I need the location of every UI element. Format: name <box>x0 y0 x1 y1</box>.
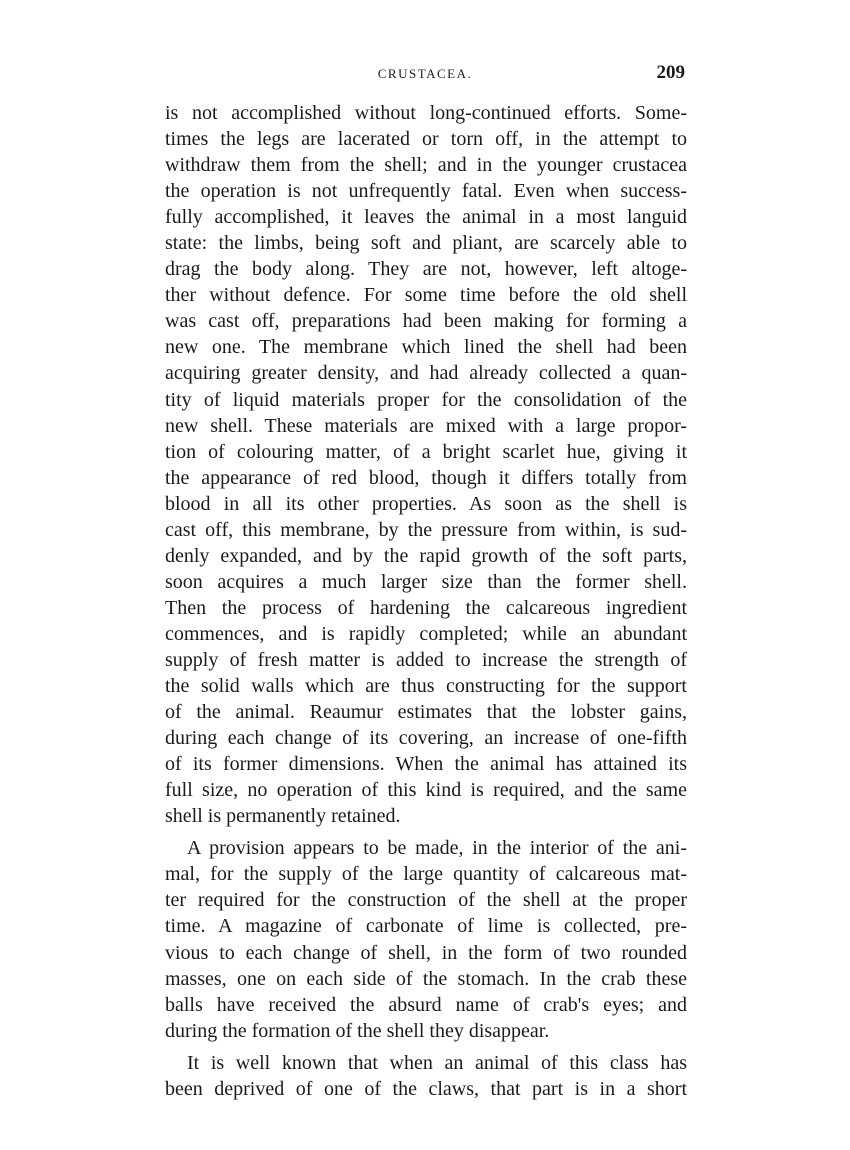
text-line: been deprived of one of the claws, that part is in a short <box>165 1077 687 1100</box>
text-line: state: the limbs, being soft and pliant, are scarcely able to <box>165 232 687 255</box>
text-line: during each change of its covering, an increase of one-fifth <box>165 727 687 750</box>
text-line: the appearance of red blood, though it differs totally from <box>165 466 687 489</box>
running-head <box>165 62 685 86</box>
text-line: mal, for the supply of the large quantity of calcareous mat- <box>165 863 687 886</box>
body-text <box>165 100 687 1102</box>
text-line: tion of colouring matter, of a bright scarlet hue, giving it <box>165 440 687 463</box>
text-line: cast off, this membrane, by the pressure from within, is sud- <box>165 518 687 541</box>
running-title: CRUSTACEA. <box>377 66 473 81</box>
text-line: It is well known that when an animal of this class has <box>187 1051 687 1074</box>
text-line: withdraw them from the shell; and in the younger crustacea <box>165 154 687 177</box>
text-line: full size, no operation of this kind is required, and the same <box>165 779 687 802</box>
text-line: is not accomplished without long-continued efforts. Some- <box>165 102 687 124</box>
text-line: soon acquires a much larger size than the former shell. <box>165 570 687 593</box>
text-line: times the legs are lacerated or torn off, in the attempt to <box>165 128 687 151</box>
text-line: of the animal. Reaumur estimates that the lobster gains, <box>165 701 687 724</box>
text-line: masses, one on each side of the stomach. In the crab these <box>165 967 687 990</box>
text-line: of its former dimensions. When the animal has attained its <box>165 753 687 776</box>
text-line: drag the body along. They are not, however, left altoge- <box>165 258 687 281</box>
text-line: A provision appears to be made, in the interior of the ani- <box>187 837 687 860</box>
text-line: new shell. These materials are mixed with a large propor- <box>165 414 687 437</box>
text-line: blood in all its other properties. As soon as the shell is <box>165 492 687 515</box>
text-line: vious to each change of shell, in the form of two rounded <box>165 941 687 964</box>
text-line: fully accomplished, it leaves the animal in a most languid <box>165 206 687 229</box>
text-line: commences, and is rapidly completed; while an abundant <box>165 622 687 645</box>
text-line: shell is permanently retained. <box>165 805 401 828</box>
text-line: tity of liquid materials proper for the consolidation of the <box>165 388 687 411</box>
text-line: new one. The membrane which lined the shell had been <box>165 336 687 359</box>
page-number: 209 <box>656 62 685 83</box>
text-line: ter required for the construction of the shell at the proper <box>165 889 687 912</box>
text-line: the operation is not unfrequently fatal. Even when success- <box>165 180 687 203</box>
text-line: balls have received the absurd name of crab's eyes; and <box>165 993 687 1016</box>
text-line: ther without defence. For some time before the old shell <box>165 284 687 307</box>
text-line: denly expanded, and by the rapid growth of the soft parts, <box>165 544 687 567</box>
text-line: was cast off, preparations had been making for forming a <box>165 310 687 333</box>
text-line: time. A magazine of carbonate of lime is collected, pre- <box>165 915 687 938</box>
paragraph <box>165 835 687 1043</box>
text-line: the solid walls which are thus constructing for the support <box>165 675 687 698</box>
text-line: Then the process of hardening the calcareous ingredient <box>165 596 687 619</box>
text-line: supply of fresh matter is added to increase the strength of <box>165 648 687 671</box>
paragraph <box>165 100 687 829</box>
text-line: acquiring greater density, and had already collected a quan- <box>165 362 687 385</box>
text-line: during the formation of the shell they disappear. <box>165 1019 550 1042</box>
paragraph <box>165 1050 687 1102</box>
